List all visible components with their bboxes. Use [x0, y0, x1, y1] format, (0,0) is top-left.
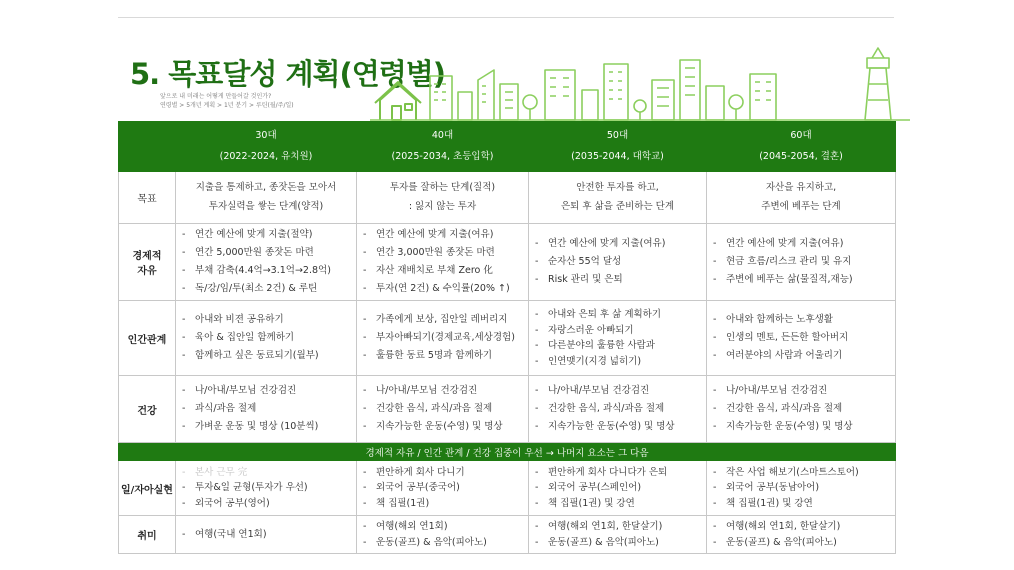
list-item: - 가벼운 운동 및 명상 (10분씩) — [182, 418, 356, 436]
row-label-relationship: 인간관계 — [119, 301, 176, 376]
list-item: - 건강한 음식, 과식/과음 절제 — [363, 400, 528, 418]
tree-icon — [523, 95, 537, 120]
list-item: - 함께하고 싶은 동료되기(월부) — [182, 347, 356, 365]
hobby-cell-60s — [707, 516, 896, 554]
relationship-cell-60s — [707, 301, 896, 376]
list-item: - 나/아내/부모님 건강검진 — [363, 382, 528, 400]
page-title: 5. 목표달성 계획(연령별) — [130, 57, 446, 91]
row-label-economic: 경제적 자유 — [119, 224, 176, 301]
relationship-cell-50s — [529, 301, 707, 376]
list-item: - 외국어 공부(영어) — [182, 496, 356, 512]
list-item: - 편안하게 회사 다니다가 은퇴 — [535, 465, 706, 481]
table-row-self-realization — [119, 461, 896, 516]
lighthouse-icon — [865, 48, 891, 120]
health-cell-30s — [176, 376, 357, 443]
list-item: - 지속가능한 운동(수영) 및 명상 — [713, 418, 895, 436]
hobby-cell-40s — [357, 516, 529, 554]
list-item: - 과식/과음 절제 — [182, 400, 356, 418]
list-item: - 연간 예산에 맞게 지출(절약) — [182, 226, 356, 244]
column-header-50s: 50대 (2035-2044, 대학교) — [529, 122, 707, 172]
list-item: - 나/아내/부모님 건강검진 — [713, 382, 895, 400]
city-skyline-illustration — [370, 40, 910, 122]
list-item: - 운동(골프) & 음악(피아노) — [713, 535, 895, 551]
list-item: - 투자&일 균형(투자가 우선) — [182, 480, 356, 496]
header-corner — [119, 122, 176, 172]
relationship-cell-40s — [357, 301, 529, 376]
list-item: - 자산 재배치로 부채 Zero 化 — [363, 262, 528, 280]
table-row-economic — [119, 224, 896, 301]
list-item: - 투자(연 2건) & 수익률(20% ↑) — [363, 280, 528, 298]
table-header-row — [119, 122, 896, 172]
list-item: - 자랑스러운 아빠되기 — [535, 323, 706, 339]
list-item: - 외국어 공부(중국어) — [363, 480, 528, 496]
list-item: - 인연맺기(지경 넓히기) — [535, 354, 706, 370]
list-item: - 여행(국내 연1회) — [182, 527, 356, 543]
relationship-cell-30s — [176, 301, 357, 376]
row-label-hobby: 취미 — [119, 516, 176, 554]
list-item: - 건강한 음식, 과식/과음 절제 — [535, 400, 706, 418]
list-item: - 책 집필(1권) — [363, 496, 528, 512]
list-item: - 나/아내/부모님 건강검진 — [535, 382, 706, 400]
goal-cell-40s: 투자를 잘하는 단계(질적) : 잃지 않는 투자 — [357, 172, 529, 224]
list-item: - 부자아빠되기(경제교육,세상경험) — [363, 329, 528, 347]
list-item: - Risk 관리 및 은퇴 — [535, 271, 706, 289]
list-item: - 아내와 함께하는 노후생활 — [713, 311, 895, 329]
list-item: - 훌륭한 동료 5명과 함께하기 — [363, 347, 528, 365]
economic-cell-50s — [529, 224, 707, 301]
priority-banner-row — [119, 443, 896, 461]
hobby-cell-30s — [176, 516, 357, 554]
list-item: - 다른분야의 훌륭한 사람과 — [535, 338, 706, 354]
top-divider — [118, 17, 894, 18]
self-realization-cell-50s — [529, 461, 707, 516]
list-item: - 여행(해외 연1회) — [363, 519, 528, 535]
list-item: - 편안하게 회사 다니기 — [363, 465, 528, 481]
table-row-goal — [119, 172, 896, 224]
list-item: - 책 집필(1권) 및 강연 — [713, 496, 895, 512]
list-item: - 건강한 음식, 과식/과음 절제 — [713, 400, 895, 418]
list-item: - 독/강/임/투(최소 2건) & 루틴 — [182, 280, 356, 298]
page-subtitle-line-1: 앞으로 내 미래는 어떻게 만들어갈 것인가? — [160, 93, 272, 100]
list-item: - 연간 3,000만원 종잣돈 마련 — [363, 244, 528, 262]
list-item: - 인생의 멘토, 든든한 할아버지 — [713, 329, 895, 347]
list-item: - 지속가능한 운동(수영) 및 명상 — [535, 418, 706, 436]
table-row-relationship — [119, 301, 896, 376]
list-item: - 책 집필(1권) 및 강연 — [535, 496, 706, 512]
list-item-completed: - 본사 근무 完 — [182, 465, 356, 481]
page-subtitle-line-2: 연령별 > 5개년 계획 > 1년 분기 > 루틴(월/주/일) — [160, 102, 294, 109]
health-cell-60s — [707, 376, 896, 443]
list-item: - 운동(골프) & 음악(피아노) — [535, 535, 706, 551]
list-item: - 부채 감축(4.4억→3.1억→2.8억) — [182, 262, 356, 280]
list-item: - 순자산 55억 달성 — [535, 253, 706, 271]
economic-cell-30s — [176, 224, 357, 301]
health-cell-50s — [529, 376, 707, 443]
list-item: - 육아 & 집안일 함께하기 — [182, 329, 356, 347]
list-item: - 주변에 베푸는 삶(물질적,재능) — [713, 271, 895, 289]
self-realization-cell-40s — [357, 461, 529, 516]
row-label-self-realization: 일/자아실현 — [119, 461, 176, 516]
list-item: - 여러분야의 사람과 어울리기 — [713, 347, 895, 365]
list-item: - 연간 예산에 맞게 지출(여유) — [363, 226, 528, 244]
self-realization-cell-60s — [707, 461, 896, 516]
column-header-40s: 40대 (2025-2034, 초등입학) — [357, 122, 529, 172]
plan-table — [118, 121, 896, 554]
list-item: - 아내와 은퇴 후 삶 계획하기 — [535, 307, 706, 323]
list-item: - 외국어 공부(동남아어) — [713, 480, 895, 496]
health-cell-40s — [357, 376, 529, 443]
list-item: - 운동(골프) & 음악(피아노) — [363, 535, 528, 551]
list-item: - 연간 5,000만원 종잣돈 마련 — [182, 244, 356, 262]
self-realization-cell-30s — [176, 461, 357, 516]
list-item: - 여행(해외 연1회, 한달살기) — [713, 519, 895, 535]
list-item: - 여행(해외 연1회, 한달살기) — [535, 519, 706, 535]
list-item: - 지속가능한 운동(수영) 및 명상 — [363, 418, 528, 436]
list-item: - 나/아내/부모님 건강검진 — [182, 382, 356, 400]
economic-cell-60s — [707, 224, 896, 301]
goal-cell-50s: 안전한 투자를 하고, 은퇴 후 삶을 준비하는 단계 — [529, 172, 707, 224]
goal-cell-30s: 지출을 통제하고, 종잣돈을 모아서 투자실력을 쌓는 단계(양적) — [176, 172, 357, 224]
goal-cell-60s: 자산을 유지하고, 주변에 베푸는 단계 — [707, 172, 896, 224]
list-item: - 외국어 공부(스페인어) — [535, 480, 706, 496]
column-header-60s: 60대 (2045-2054, 결혼) — [707, 122, 896, 172]
list-item: - 작은 사업 해보기(스마트스토어) — [713, 465, 895, 481]
row-label-health: 건강 — [119, 376, 176, 443]
row-label-goal: 목표 — [119, 172, 176, 224]
priority-banner: 경제적 자유 / 인간 관계 / 건강 집중이 우선 → 나머지 요소는 그 다음 — [119, 443, 896, 461]
house-icon — [375, 82, 421, 120]
list-item: - 가족에게 보상, 집안일 레버리지 — [363, 311, 528, 329]
list-item: - 아내와 비젼 공유하기 — [182, 311, 356, 329]
table-row-health — [119, 376, 896, 443]
column-header-30s: 30대 (2022-2024, 유치원) — [176, 122, 357, 172]
list-item: - 연간 예산에 맞게 지출(여유) — [713, 235, 895, 253]
table-row-hobby — [119, 516, 896, 554]
list-item: - 연간 예산에 맞게 지출(여유) — [535, 235, 706, 253]
economic-cell-40s — [357, 224, 529, 301]
hobby-cell-50s — [529, 516, 707, 554]
list-item: - 현금 흐름/리스크 관리 및 유지 — [713, 253, 895, 271]
